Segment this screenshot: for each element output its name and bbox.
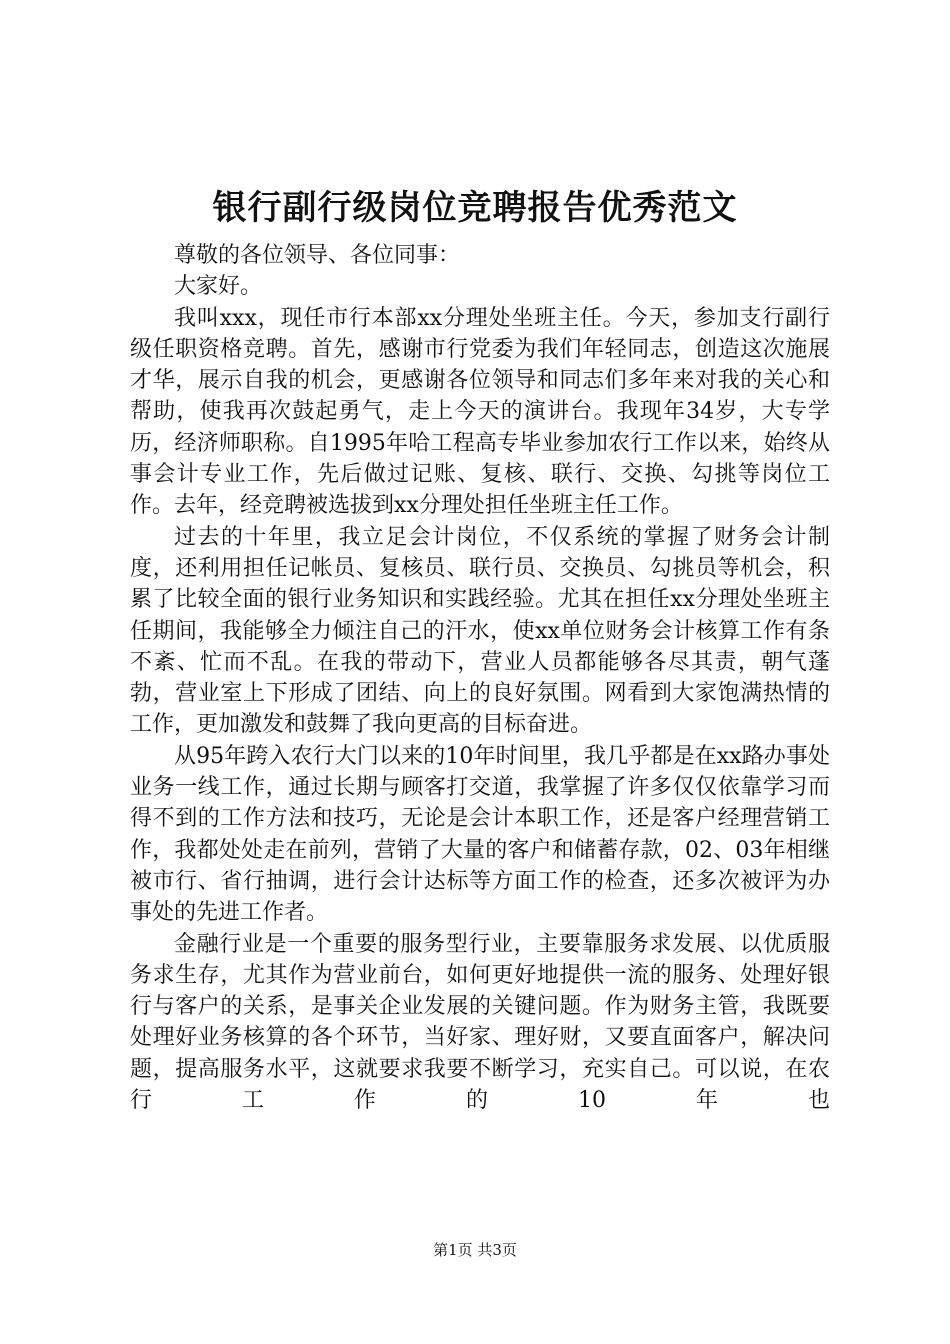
document-title: 银行副行级岗位竞聘报告优秀范文 xyxy=(212,188,738,228)
paragraph-service-industry: 金融行业是一个重要的服务型行业，主要靠服务求发展、以优质服务求生存，尤其作为营业前台，如何更好地提供一流的服务、处理好银行与客户的关系，是事关企业发展的关键问题。作为财务主管，我既要处理好业务核算的各个环节，当好家、理好财，又要直面客户，解决问题，提高服务水平，这就要求我要不断学习，充实自己。可以说，在农行工作的10年也 xyxy=(130,931,830,1114)
greeting: 大家好。 xyxy=(174,274,263,300)
paragraph-self-introduction: 我叫xxx，现任市行本部xx分理处坐班主任。今天，参加支行副行级任职资格竞聘。首先，感谢市行党委为我们年轻同志，创造这次施展才华，展示自我的机会，更感谢各位领导和同志们多年来对我的关心和帮助，使我再次鼓起勇气，走上今天的演讲台。我现年34岁，大专学历，经济师职称。自1995年哈工程高专毕业参加农行工作以来，始终从事会计专业工作，先后做过记账、复核、联行、交换、勾挑等岗位工作。去年，经竞聘被选拔到xx分理处担任坐班主任工作。 xyxy=(130,305,830,519)
paragraph-past-ten-years: 过去的十年里，我立足会计岗位，不仅系统的掌握了财务会计制度，还利用担任记帐员、复核员、联行员、交换员、勾挑员等机会，积累了比较全面的银行业务知识和实践经验。尤其在担任xx分理处坐班主任期间，我能够全力倾注自己的汗水，使xx单位财务会计核算工作有条不紊、忙而不乱。在我的带动下，营业人员都能够各尽其责，朝气蓬勃，营业室上下形成了团结、向上的良好氛围。网看到大家饱满热情的工作，更加激发和鼓舞了我向更高的目标奋进。 xyxy=(130,524,830,738)
document-body xyxy=(130,240,830,1116)
paragraph-frontline-work: 从95年跨入农行大门以来的10年时间里，我几乎都是在xx路办事处业务一线工作，通过长期与顾客打交道，我掌握了许多仅仅依靠学习而得不到的工作方法和技巧，无论是会计本职工作，还是客户经理营销工作，我都处处走在前列，营销了大量的客户和储蓄存款，02、03年相继被市行、省行抽调，进行会计达标等方面工作的检查，还多次被评为办事处的先进工作者。 xyxy=(130,743,830,926)
page-number: 第1页 共3页 xyxy=(433,1241,517,1259)
salutation: 尊敬的各位领导、各位同事： xyxy=(174,243,461,268)
